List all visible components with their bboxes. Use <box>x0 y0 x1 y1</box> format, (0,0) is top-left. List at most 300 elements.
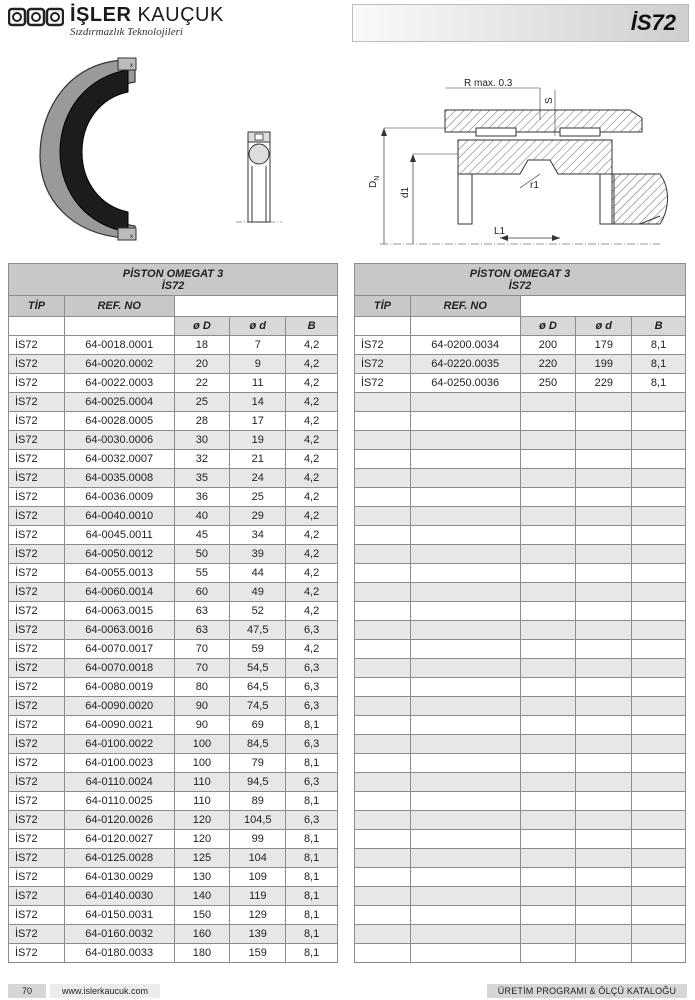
cell-ref-no: 64-0063.0016 <box>64 621 174 640</box>
cell-outer-diameter <box>520 754 576 773</box>
cell-tip: İS72 <box>9 754 65 773</box>
size-table-right <box>354 263 686 963</box>
cell-outer-diameter <box>520 526 576 545</box>
cell-tip: İS72 <box>9 564 65 583</box>
cell-ref-no <box>410 621 520 640</box>
cell-outer-diameter: 22 <box>174 374 230 393</box>
cell-outer-diameter: 140 <box>174 887 230 906</box>
cell-width <box>632 868 686 887</box>
cell-tip: İS72 <box>9 469 65 488</box>
table-row <box>9 621 338 640</box>
cell-inner-diameter <box>576 640 632 659</box>
cell-inner-diameter <box>576 659 632 678</box>
cell-width: 8,1 <box>286 792 338 811</box>
cell-tip: İS72 <box>9 374 65 393</box>
cell-tip <box>355 811 411 830</box>
cell-width <box>632 621 686 640</box>
cell-inner-diameter <box>576 735 632 754</box>
table-row <box>355 811 686 830</box>
table-row <box>9 887 338 906</box>
cell-inner-diameter: 44 <box>230 564 286 583</box>
cell-outer-diameter: 50 <box>174 545 230 564</box>
table-row <box>355 906 686 925</box>
cell-width: 6,3 <box>286 735 338 754</box>
cell-ref-no: 64-0060.0014 <box>64 583 174 602</box>
cell-tip: İS72 <box>355 336 411 355</box>
table-row <box>355 659 686 678</box>
cell-outer-diameter <box>520 488 576 507</box>
cell-width: 4,2 <box>286 602 338 621</box>
table-row <box>9 792 338 811</box>
brand-tagline: Sızdırmazlık Teknolojileri <box>70 26 183 38</box>
product-code: İS72 <box>630 10 676 35</box>
col-header-ref: REF. NO <box>64 296 174 317</box>
cell-inner-diameter <box>576 393 632 412</box>
cell-tip: İS72 <box>9 849 65 868</box>
cell-ref-no <box>410 545 520 564</box>
cell-inner-diameter: 39 <box>230 545 286 564</box>
cell-inner-diameter: 49 <box>230 583 286 602</box>
table-row <box>9 431 338 450</box>
cell-tip: İS72 <box>9 393 65 412</box>
cell-ref-no <box>410 431 520 450</box>
table-row <box>355 754 686 773</box>
table-title-line1: PİSTON OMEGAT 3 <box>469 267 571 280</box>
col-header-tip: TİP <box>9 296 65 317</box>
cell-width <box>632 830 686 849</box>
cell-width: 6,3 <box>286 811 338 830</box>
cell-width: 4,2 <box>286 412 338 431</box>
cell-inner-diameter <box>576 925 632 944</box>
svg-text:x: x <box>130 63 133 69</box>
table-row <box>9 412 338 431</box>
label-r1: r1 <box>530 180 539 191</box>
cell-width <box>632 716 686 735</box>
cell-ref-no <box>410 735 520 754</box>
cell-ref-no <box>410 488 520 507</box>
cell-inner-diameter <box>576 716 632 735</box>
table-row <box>9 944 338 963</box>
cell-outer-diameter <box>520 735 576 754</box>
cell-outer-diameter <box>520 431 576 450</box>
cell-inner-diameter: 47,5 <box>230 621 286 640</box>
cell-outer-diameter: 100 <box>174 754 230 773</box>
table-row <box>355 678 686 697</box>
cell-outer-diameter: 160 <box>174 925 230 944</box>
table-row <box>9 830 338 849</box>
cell-ref-no: 64-0020.0002 <box>64 355 174 374</box>
cell-outer-diameter: 28 <box>174 412 230 431</box>
cell-width: 8,1 <box>632 355 686 374</box>
cell-width: 4,2 <box>286 355 338 374</box>
cell-tip: İS72 <box>9 355 65 374</box>
table-row <box>355 412 686 431</box>
cell-inner-diameter: 64,5 <box>230 678 286 697</box>
cell-width: 4,2 <box>286 507 338 526</box>
cell-width: 8,1 <box>286 716 338 735</box>
cell-tip: İS72 <box>9 583 65 602</box>
cell-tip <box>355 849 411 868</box>
cell-inner-diameter <box>576 868 632 887</box>
cell-width <box>632 678 686 697</box>
cell-tip <box>355 412 411 431</box>
subheader-blank <box>355 317 411 336</box>
cell-outer-diameter <box>520 906 576 925</box>
cell-ref-no: 64-0125.0028 <box>64 849 174 868</box>
cell-ref-no: 64-0110.0024 <box>64 773 174 792</box>
cell-tip <box>355 735 411 754</box>
table-row <box>9 564 338 583</box>
cell-ref-no <box>410 640 520 659</box>
cell-outer-diameter <box>520 412 576 431</box>
table-row <box>9 374 338 393</box>
cell-inner-diameter <box>576 507 632 526</box>
cell-width: 6,3 <box>286 697 338 716</box>
cell-outer-diameter <box>520 393 576 412</box>
cell-outer-diameter: 63 <box>174 602 230 621</box>
cell-ref-no <box>410 412 520 431</box>
company-logo <box>8 6 64 28</box>
cell-ref-no: 64-0250.0036 <box>410 374 520 393</box>
cell-outer-diameter <box>520 849 576 868</box>
cell-ref-no: 64-0035.0008 <box>64 469 174 488</box>
cell-ref-no: 64-0050.0012 <box>64 545 174 564</box>
cell-width <box>632 507 686 526</box>
col-header-B: B <box>632 317 686 336</box>
table-row <box>355 697 686 716</box>
cell-tip: İS72 <box>9 621 65 640</box>
cell-outer-diameter <box>520 716 576 735</box>
cell-ref-no: 64-0025.0004 <box>64 393 174 412</box>
table-row <box>355 583 686 602</box>
cell-outer-diameter: 55 <box>174 564 230 583</box>
cell-width <box>632 526 686 545</box>
cell-width: 6,3 <box>286 659 338 678</box>
cell-width: 6,3 <box>286 621 338 640</box>
cell-ref-no: 64-0032.0007 <box>64 450 174 469</box>
cell-outer-diameter <box>520 830 576 849</box>
cell-tip: İS72 <box>9 944 65 963</box>
cell-outer-diameter <box>520 792 576 811</box>
col-header-D: ø D <box>174 317 230 336</box>
table-row <box>355 526 686 545</box>
cell-inner-diameter: 104 <box>230 849 286 868</box>
cell-width: 4,2 <box>286 431 338 450</box>
cell-tip: İS72 <box>9 716 65 735</box>
cell-inner-diameter: 29 <box>230 507 286 526</box>
cell-inner-diameter: 159 <box>230 944 286 963</box>
cell-inner-diameter <box>576 564 632 583</box>
cell-inner-diameter: 229 <box>576 374 632 393</box>
cell-tip: İS72 <box>9 488 65 507</box>
cell-width <box>632 659 686 678</box>
table-row <box>9 735 338 754</box>
cell-outer-diameter <box>520 469 576 488</box>
cell-inner-diameter <box>576 412 632 431</box>
cell-ref-no <box>410 697 520 716</box>
cell-outer-diameter: 120 <box>174 811 230 830</box>
table-title-line2: İS72 <box>161 279 185 292</box>
cell-width <box>632 887 686 906</box>
cell-tip <box>355 545 411 564</box>
cell-ref-no <box>410 811 520 830</box>
installation-drawing <box>380 88 668 244</box>
cell-ref-no: 64-0100.0023 <box>64 754 174 773</box>
website-link[interactable]: www.islerkaucuk.com <box>50 984 160 998</box>
table-row <box>355 887 686 906</box>
cell-outer-diameter: 110 <box>174 773 230 792</box>
cell-tip: İS72 <box>9 697 65 716</box>
cell-tip: İS72 <box>9 602 65 621</box>
col-header-B: B <box>286 317 338 336</box>
cell-outer-diameter: 90 <box>174 716 230 735</box>
cell-tip: İS72 <box>9 450 65 469</box>
cell-ref-no: 64-0045.0011 <box>64 526 174 545</box>
cell-outer-diameter <box>520 583 576 602</box>
cell-tip <box>355 906 411 925</box>
cell-outer-diameter: 63 <box>174 621 230 640</box>
cell-width <box>632 393 686 412</box>
cell-inner-diameter: 24 <box>230 469 286 488</box>
cell-ref-no <box>410 393 520 412</box>
table-row <box>355 792 686 811</box>
cell-inner-diameter <box>576 602 632 621</box>
catalog-title: ÜRETİM PROGRAMI & ÖLÇÜ KATALOĞU <box>487 984 687 998</box>
cell-width <box>632 545 686 564</box>
cell-inner-diameter <box>576 431 632 450</box>
label-d1: d1 <box>400 186 411 198</box>
cell-inner-diameter: 59 <box>230 640 286 659</box>
table-row <box>9 602 338 621</box>
cell-inner-diameter <box>576 450 632 469</box>
cell-ref-no: 64-0100.0022 <box>64 735 174 754</box>
table-row <box>355 849 686 868</box>
cell-outer-diameter: 40 <box>174 507 230 526</box>
brand-light: KAUÇUK <box>137 4 224 26</box>
cell-tip <box>355 526 411 545</box>
cell-inner-diameter: 94,5 <box>230 773 286 792</box>
cell-tip <box>355 830 411 849</box>
col-header-ref: REF. NO <box>410 296 520 317</box>
cell-tip <box>355 678 411 697</box>
cell-outer-diameter <box>520 659 576 678</box>
table-row <box>9 355 338 374</box>
cell-inner-diameter: 199 <box>576 355 632 374</box>
cell-ref-no: 64-0150.0031 <box>64 906 174 925</box>
cell-tip <box>355 944 411 963</box>
cell-width <box>632 811 686 830</box>
cell-outer-diameter: 36 <box>174 488 230 507</box>
cell-ref-no: 64-0130.0029 <box>64 868 174 887</box>
cell-outer-diameter: 20 <box>174 355 230 374</box>
col-header-D: ø D <box>520 317 576 336</box>
seal-cross-section <box>236 132 282 222</box>
cell-ref-no: 64-0120.0027 <box>64 830 174 849</box>
cell-tip <box>355 697 411 716</box>
cell-ref-no <box>410 583 520 602</box>
cell-inner-diameter: 79 <box>230 754 286 773</box>
cell-tip <box>355 773 411 792</box>
cell-width: 4,2 <box>286 450 338 469</box>
cell-inner-diameter: 99 <box>230 830 286 849</box>
cell-ref-no: 64-0030.0006 <box>64 431 174 450</box>
cell-tip <box>355 716 411 735</box>
table-row <box>9 925 338 944</box>
cell-inner-diameter: 74,5 <box>230 697 286 716</box>
cell-width: 8,1 <box>286 944 338 963</box>
cell-outer-diameter <box>520 697 576 716</box>
cell-width <box>632 754 686 773</box>
cell-width <box>632 583 686 602</box>
cell-inner-diameter <box>576 697 632 716</box>
cell-inner-diameter <box>576 754 632 773</box>
cell-tip <box>355 488 411 507</box>
cell-width <box>632 640 686 659</box>
table-title-line2: İS72 <box>508 279 532 292</box>
cell-outer-diameter: 70 <box>174 659 230 678</box>
cell-width: 4,2 <box>286 469 338 488</box>
cell-ref-no <box>410 906 520 925</box>
cell-outer-diameter: 18 <box>174 336 230 355</box>
label-rmax: R max. 0.3 <box>464 78 513 89</box>
cell-tip <box>355 754 411 773</box>
cell-outer-diameter <box>520 868 576 887</box>
cell-ref-no <box>410 830 520 849</box>
page-header <box>0 0 695 44</box>
subheader-blank <box>410 317 520 336</box>
cell-inner-diameter <box>576 792 632 811</box>
cell-width <box>632 906 686 925</box>
cell-ref-no <box>410 887 520 906</box>
table-row <box>9 659 338 678</box>
cell-inner-diameter <box>576 488 632 507</box>
table-row <box>9 849 338 868</box>
cell-ref-no <box>410 507 520 526</box>
cell-inner-diameter <box>576 621 632 640</box>
cell-outer-diameter: 25 <box>174 393 230 412</box>
cell-ref-no <box>410 564 520 583</box>
cell-width <box>632 450 686 469</box>
cell-inner-diameter: 9 <box>230 355 286 374</box>
brand-bold: İŞLER <box>70 4 132 26</box>
page-footer <box>0 984 695 1000</box>
cell-tip: İS72 <box>9 735 65 754</box>
cell-ref-no <box>410 526 520 545</box>
cell-outer-diameter <box>520 811 576 830</box>
cell-inner-diameter <box>576 545 632 564</box>
table-title <box>9 264 338 296</box>
table-row <box>9 488 338 507</box>
product-code-banner <box>352 4 689 42</box>
cell-width: 4,2 <box>286 583 338 602</box>
table-row <box>355 393 686 412</box>
cell-inner-diameter <box>576 830 632 849</box>
cell-ref-no: 64-0063.0015 <box>64 602 174 621</box>
cell-inner-diameter: 7 <box>230 336 286 355</box>
cell-width: 8,1 <box>286 868 338 887</box>
table-row <box>355 602 686 621</box>
cell-outer-diameter: 200 <box>520 336 576 355</box>
table-row <box>355 507 686 526</box>
cell-tip <box>355 431 411 450</box>
cell-outer-diameter <box>520 678 576 697</box>
cell-width <box>632 697 686 716</box>
cell-tip <box>355 450 411 469</box>
page-number: 70 <box>8 984 46 998</box>
cell-ref-no <box>410 925 520 944</box>
cell-width: 4,2 <box>286 336 338 355</box>
table-row <box>9 716 338 735</box>
table-row <box>9 583 338 602</box>
table-row <box>355 830 686 849</box>
cell-tip <box>355 469 411 488</box>
cell-ref-no <box>410 659 520 678</box>
cell-inner-diameter <box>576 469 632 488</box>
cell-outer-diameter: 120 <box>174 830 230 849</box>
cell-width: 8,1 <box>632 336 686 355</box>
cell-tip: İS72 <box>9 659 65 678</box>
size-table-left <box>8 263 338 963</box>
table-row <box>9 906 338 925</box>
cell-ref-no: 64-0180.0033 <box>64 944 174 963</box>
cell-tip: İS72 <box>9 412 65 431</box>
cell-inner-diameter: 11 <box>230 374 286 393</box>
cell-outer-diameter: 180 <box>174 944 230 963</box>
cell-tip <box>355 602 411 621</box>
logo-mark-icon <box>8 6 64 28</box>
cell-ref-no: 64-0040.0010 <box>64 507 174 526</box>
seal-3d-illustration <box>40 58 136 240</box>
cell-inner-diameter: 119 <box>230 887 286 906</box>
label-s: S <box>544 97 555 104</box>
cell-outer-diameter <box>520 621 576 640</box>
cell-outer-diameter <box>520 887 576 906</box>
table-row <box>355 355 686 374</box>
cell-inner-diameter: 25 <box>230 488 286 507</box>
table-row <box>9 640 338 659</box>
table-row <box>9 336 338 355</box>
cell-width: 8,1 <box>286 887 338 906</box>
cell-outer-diameter <box>520 545 576 564</box>
cell-inner-diameter <box>576 849 632 868</box>
cell-tip: İS72 <box>355 355 411 374</box>
cell-inner-diameter <box>576 678 632 697</box>
cell-ref-no <box>410 754 520 773</box>
technical-drawings <box>0 48 695 260</box>
cell-width <box>632 925 686 944</box>
cell-width <box>632 735 686 754</box>
cell-width: 4,2 <box>286 564 338 583</box>
cell-width <box>632 792 686 811</box>
cell-ref-no: 64-0160.0032 <box>64 925 174 944</box>
cell-tip: İS72 <box>9 526 65 545</box>
table-body <box>9 336 338 963</box>
table-row <box>9 507 338 526</box>
table-row <box>355 925 686 944</box>
cell-width: 4,2 <box>286 374 338 393</box>
col-header-blank <box>174 296 337 317</box>
cell-tip: İS72 <box>9 336 65 355</box>
cell-tip <box>355 583 411 602</box>
cell-width: 6,3 <box>286 678 338 697</box>
cell-tip: İS72 <box>9 507 65 526</box>
cell-tip <box>355 887 411 906</box>
table-row <box>355 773 686 792</box>
cell-inner-diameter: 14 <box>230 393 286 412</box>
table-row <box>9 754 338 773</box>
cell-outer-diameter: 150 <box>174 906 230 925</box>
table-row <box>355 564 686 583</box>
